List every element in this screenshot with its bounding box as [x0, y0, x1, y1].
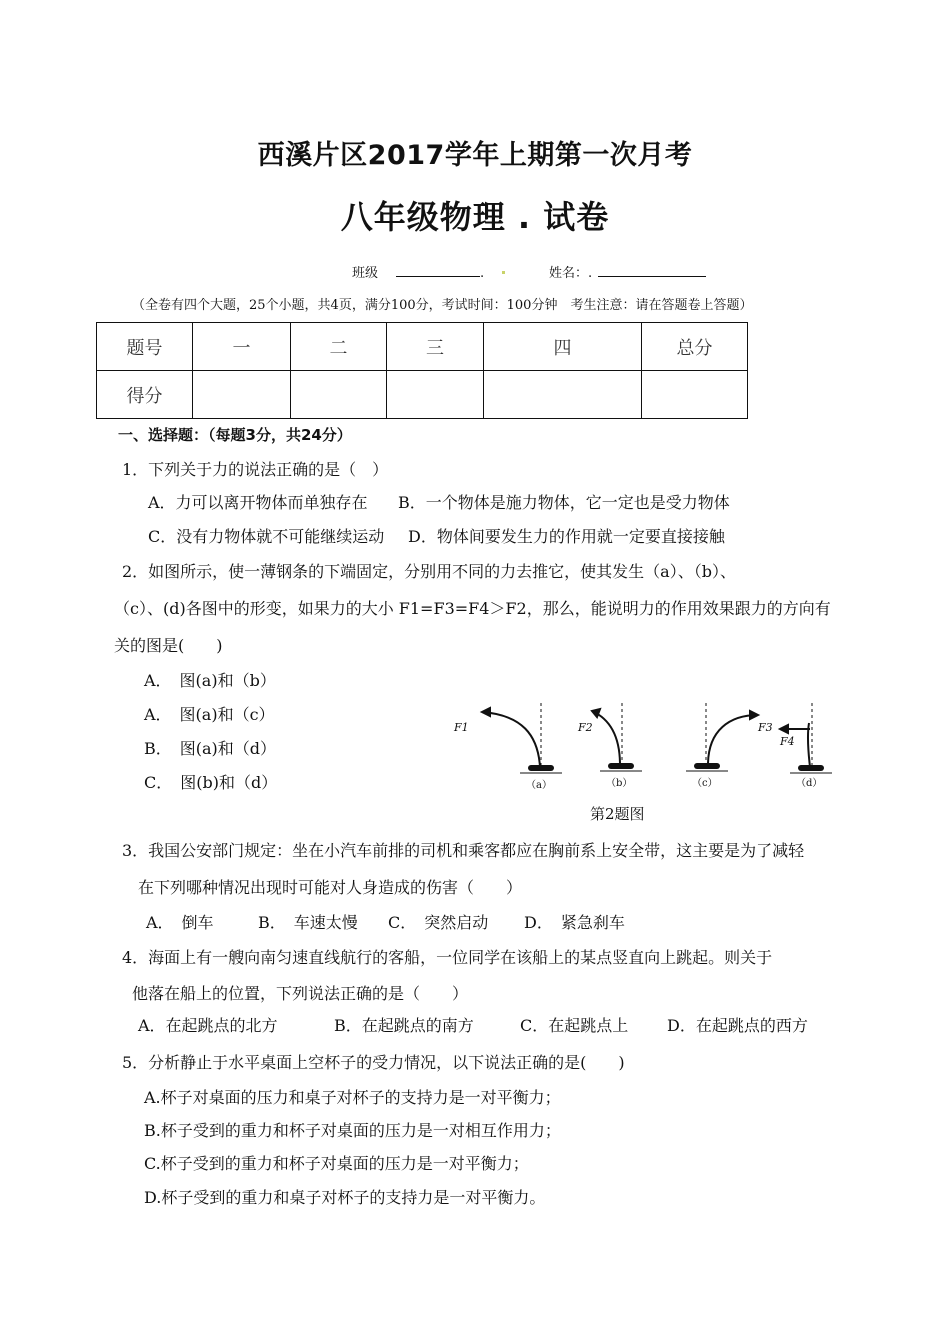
q2-line-2: （c）、(d)各图中的形变，如果力的大小 F1=F3=F4＞F2，那么，能说明力的作用效果跟力的方向有	[114, 599, 831, 618]
steel-strip-b	[592, 711, 620, 765]
q1-option-c: C．没有力物体就不可能继续运动	[148, 527, 385, 546]
clamp-base-b	[608, 763, 634, 769]
force-label-f2: F2	[578, 721, 593, 734]
q1-option-d: D．物体间要发生力的作用就一定要直接接触	[408, 527, 725, 546]
q3-line-2: 在下列哪种情况出现时可能对人身造成的伤害（ ）	[138, 878, 523, 897]
q4-option-c: C．在起跳点上	[520, 1016, 629, 1035]
q2-option-1: A． 图(a)和（b）	[144, 671, 276, 690]
score-input-cell[interactable]	[484, 371, 642, 419]
class-dot: .	[480, 266, 485, 281]
q3-option-d: D． 紧急刹车	[524, 913, 625, 932]
clamp-base-a	[528, 765, 554, 771]
q3-option-b: B． 车速太慢	[258, 913, 358, 932]
q4-line-2: 他落在船上的位置，下列说法正确的是（ ）	[132, 984, 469, 1003]
exam-subtitle: 八年级物理 . 试卷	[340, 198, 610, 236]
panel-label-d: （d）	[796, 778, 823, 789]
score-input-cell[interactable]	[387, 371, 484, 419]
panel-label-b: （b）	[606, 778, 633, 789]
table-cell: 四	[484, 323, 642, 371]
table-cell: 二	[291, 323, 387, 371]
q1-stem: 1．下列关于力的说法正确的是（ ）	[122, 460, 389, 479]
name-field[interactable]	[598, 262, 706, 281]
q4-option-d: D．在起跳点的西方	[667, 1016, 808, 1035]
section-heading: 一、选择题：（每题3分，共24分）	[118, 426, 352, 444]
clamp-base-c	[694, 763, 720, 769]
q2-figure	[440, 695, 840, 795]
score-input-cell[interactable]	[642, 371, 748, 419]
q1-option-a: A．力可以离开物体而单独存在	[148, 493, 368, 512]
class-label: 班级	[352, 266, 379, 281]
q2-option-2: A． 图(a)和（c）	[144, 705, 275, 724]
q5-option-a: A.杯子对桌面的压力和桌子对杯子的支持力是一对平衡力；	[144, 1088, 561, 1107]
table-cell: 总分	[642, 323, 748, 371]
q5-option-d: D.杯子受到的重力和桌子对杯子的支持力是一对平衡力。	[144, 1188, 546, 1207]
score-input-cell[interactable]	[291, 371, 387, 419]
panel-label-c: （c）	[692, 778, 718, 789]
q2-line-1: 2．如图所示，使一薄钢条的下端固定，分别用不同的力去推它，使其发生（a）、（b）、	[122, 562, 736, 581]
exam-note: （全卷有四个大题，25个小题，共4页，满分100分，考试时间：100分钟 考生注意：请在答题卷上答题）	[132, 298, 753, 313]
q5-option-c: C.杯子受到的重力和杯子对桌面的压力是一对平衡力；	[144, 1154, 529, 1173]
force-arrow-d	[780, 725, 788, 733]
steel-strip-c	[708, 715, 758, 765]
q2-line-3: 关的图是( )	[114, 636, 223, 655]
score-input-cell[interactable]	[193, 371, 291, 419]
score-table-score-row	[97, 371, 748, 419]
q5-stem: 5．分析静止于水平桌面上空杯子的受力情况，以下说法正确的是( )	[122, 1053, 625, 1072]
panel-label-a: （a）	[526, 780, 552, 791]
score-table-header-row	[97, 323, 748, 371]
table-cell: 一	[193, 323, 291, 371]
name-label: 姓名：.	[549, 266, 593, 281]
q3-option-a: A． 倒车	[146, 913, 214, 932]
force-arrow-a	[482, 708, 490, 716]
class-field[interactable]	[396, 262, 484, 281]
exam-title: 西溪片区2017学年上期第一次月考	[257, 140, 693, 171]
q3-option-c: C． 突然启动	[388, 913, 489, 932]
score-table	[96, 322, 748, 419]
q4-option-a: A．在起跳点的北方	[138, 1016, 278, 1035]
q2-figure-caption: 第2题图	[590, 805, 645, 823]
q1-option-b: B．一个物体是施力物体，它一定也是受力物体	[398, 493, 730, 512]
table-cell: 题号	[97, 323, 193, 371]
force-arrow-c	[750, 711, 758, 719]
q2-option-3: B． 图(a)和（d）	[144, 739, 277, 758]
q4-option-b: B．在起跳点的南方	[334, 1016, 474, 1035]
speck-mark	[502, 271, 505, 274]
force-label-f1: F1	[454, 721, 469, 734]
q2-option-4: C． 图(b)和（d）	[144, 773, 278, 792]
table-cell: 得分	[97, 371, 193, 419]
steel-strip-a	[482, 712, 540, 767]
q4-line-1: 4．海面上有一艘向南匀速直线航行的客船，一位同学在该船上的某点竖直向上跳起。则关于	[122, 948, 773, 967]
force-label-f3: F3	[758, 721, 773, 734]
table-cell: 三	[387, 323, 484, 371]
force-label-f4: F4	[780, 735, 795, 748]
clamp-base-d	[798, 765, 824, 771]
q5-option-b: B.杯子受到的重力和杯子对桌面的压力是一对相互作用力；	[144, 1121, 561, 1140]
q3-line-1: 3．我国公安部门规定：坐在小汽车前排的司机和乘客都应在胸前系上安全带，这主要是为了减轻	[122, 841, 805, 860]
